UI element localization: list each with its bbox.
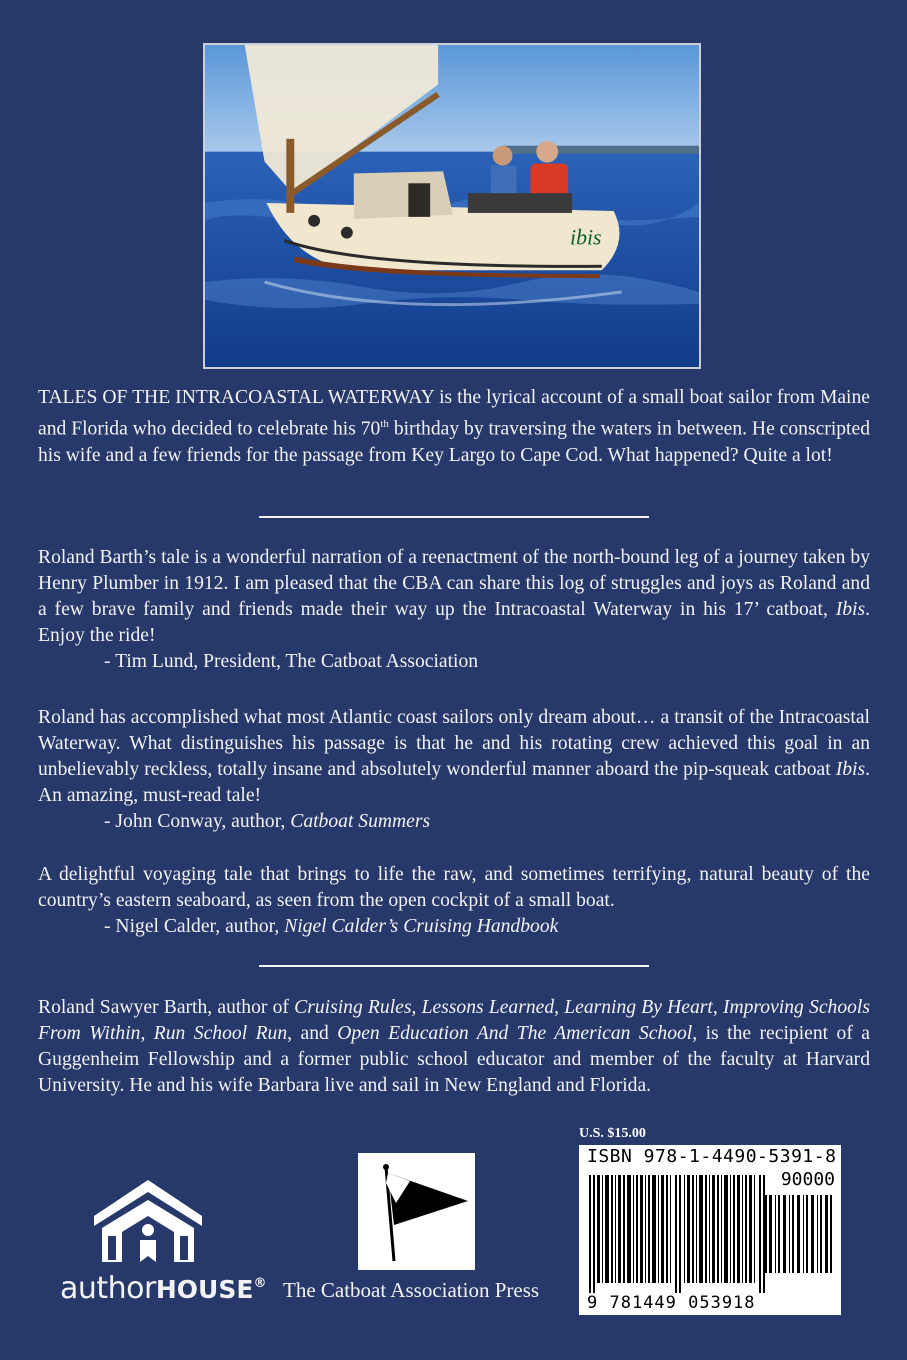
attribution-italic: Catboat Summers [290, 811, 431, 832]
barcode-bars [589, 1175, 769, 1293]
price-code: 90000 [780, 1169, 835, 1190]
bio-text: , [712, 997, 723, 1018]
divider-line [259, 965, 649, 967]
book-title-italic: Learning By Heart [564, 997, 713, 1018]
book-title-italic: Improving Schools From Within [38, 997, 870, 1044]
review-text: Roland has accomplished what most Atlantic coast sailors only dream about… a transit of the Intracoastal Waterway. What distinguishes his passage is that he and his rotating crew achieved this goal in an unbelievably reckless, totally insane and absolutely wonderful manner aboard the pip-squeak catboat [38, 707, 870, 780]
blurb-text-2: birthday by traversing the waters in between. He conscripted his wife and a few friends for the passage from Key Largo to Cape Cod. What happened? Quite a lot! [38, 418, 870, 466]
review-text-end: . An amazing, must-read tale! [38, 759, 870, 806]
authorhouse-house: HOUSE [155, 1275, 254, 1304]
bio-text: , [554, 997, 565, 1018]
registered-mark: ® [253, 1276, 266, 1291]
authorhouse-author: author [60, 1271, 156, 1306]
catboat-association-logo [358, 1153, 475, 1270]
authorhouse-house-icon [92, 1178, 204, 1264]
bio-text: , [411, 997, 422, 1018]
barcode-digits: 9 781449 053918 [587, 1293, 756, 1313]
authorhouse-wordmark [60, 1271, 266, 1306]
bio-text: , [140, 1023, 154, 1044]
boat-name-label: ibis [570, 225, 602, 250]
boat-title-italic: Ibis [835, 599, 866, 620]
cover-photo [203, 43, 701, 369]
review-john-conway [38, 705, 870, 835]
review-text-end: . Enjoy the ride! [38, 599, 870, 646]
book-title-italic: Run School Run [153, 1023, 288, 1044]
review-nigel-calder [38, 862, 870, 940]
isbn-label: ISBN 978-1-4490-5391-8 [587, 1146, 837, 1167]
review-tim-lund [38, 545, 870, 675]
divider-line [259, 516, 649, 518]
attribution-text: - Nigel Calder, author, [104, 916, 285, 937]
book-title: TALES OF THE INTRACOASTAL WATERWAY [38, 387, 435, 408]
review-text: A delightful voyaging tale that brings to life the raw, and sometimes terrifying, natural beauty of the country’s eastern seaboard, as seen from the open cockpit of a small boat. [38, 864, 870, 911]
attribution-text: - Tim Lund, President, The Catboat Association [104, 651, 479, 672]
sailboat-photo [205, 45, 699, 367]
blurb-paragraph [38, 385, 870, 469]
review-attribution [38, 649, 870, 675]
isbn-barcode [579, 1145, 841, 1315]
addon-barcode [765, 1195, 833, 1273]
book-title-italic: Cruising Rules [294, 997, 412, 1018]
book-title-italic: Open Education And The American School [337, 1023, 693, 1044]
review-text: Roland Barth’s tale is a wonderful narration of a reenactment of the north-bound leg of a journey taken by Henry Plumber in 1912. I am pleased that the CBA can share this log of struggles and joys as Roland and a few brave family and friends made their way up the Intracoastal Waterway in his 17’ catboat, [38, 547, 870, 620]
bio-text: , and [287, 1023, 338, 1044]
bio-text: Roland Sawyer Barth, author of [38, 997, 295, 1018]
boat-title-italic: Ibis [835, 759, 866, 780]
blurb-text-1: is the lyrical account of a small boat sailor from Maine and Florida who decided to celebrate his 70 [38, 387, 870, 440]
author-bio [38, 995, 870, 1099]
review-attribution [38, 809, 870, 835]
review-attribution [38, 914, 870, 940]
attribution-italic: Nigel Calder’s Cruising Handbook [284, 916, 559, 937]
book-title-italic: Lessons Learned [421, 997, 555, 1018]
bio-text: , is the recipient of a Guggenheim Fellowship and a former public school educator and member of the faculty at Harvard University. He and his wife Barbara live and sail in New England and Florida. [38, 1023, 870, 1096]
catboat-press-name: The Catboat Association Press [283, 1278, 540, 1302]
burgee-flag-icon [358, 1153, 475, 1270]
price-label: U.S. $15.00 [579, 1126, 646, 1141]
ordinal-suffix: th [380, 418, 389, 430]
attribution-text: - John Conway, author, [104, 811, 291, 832]
